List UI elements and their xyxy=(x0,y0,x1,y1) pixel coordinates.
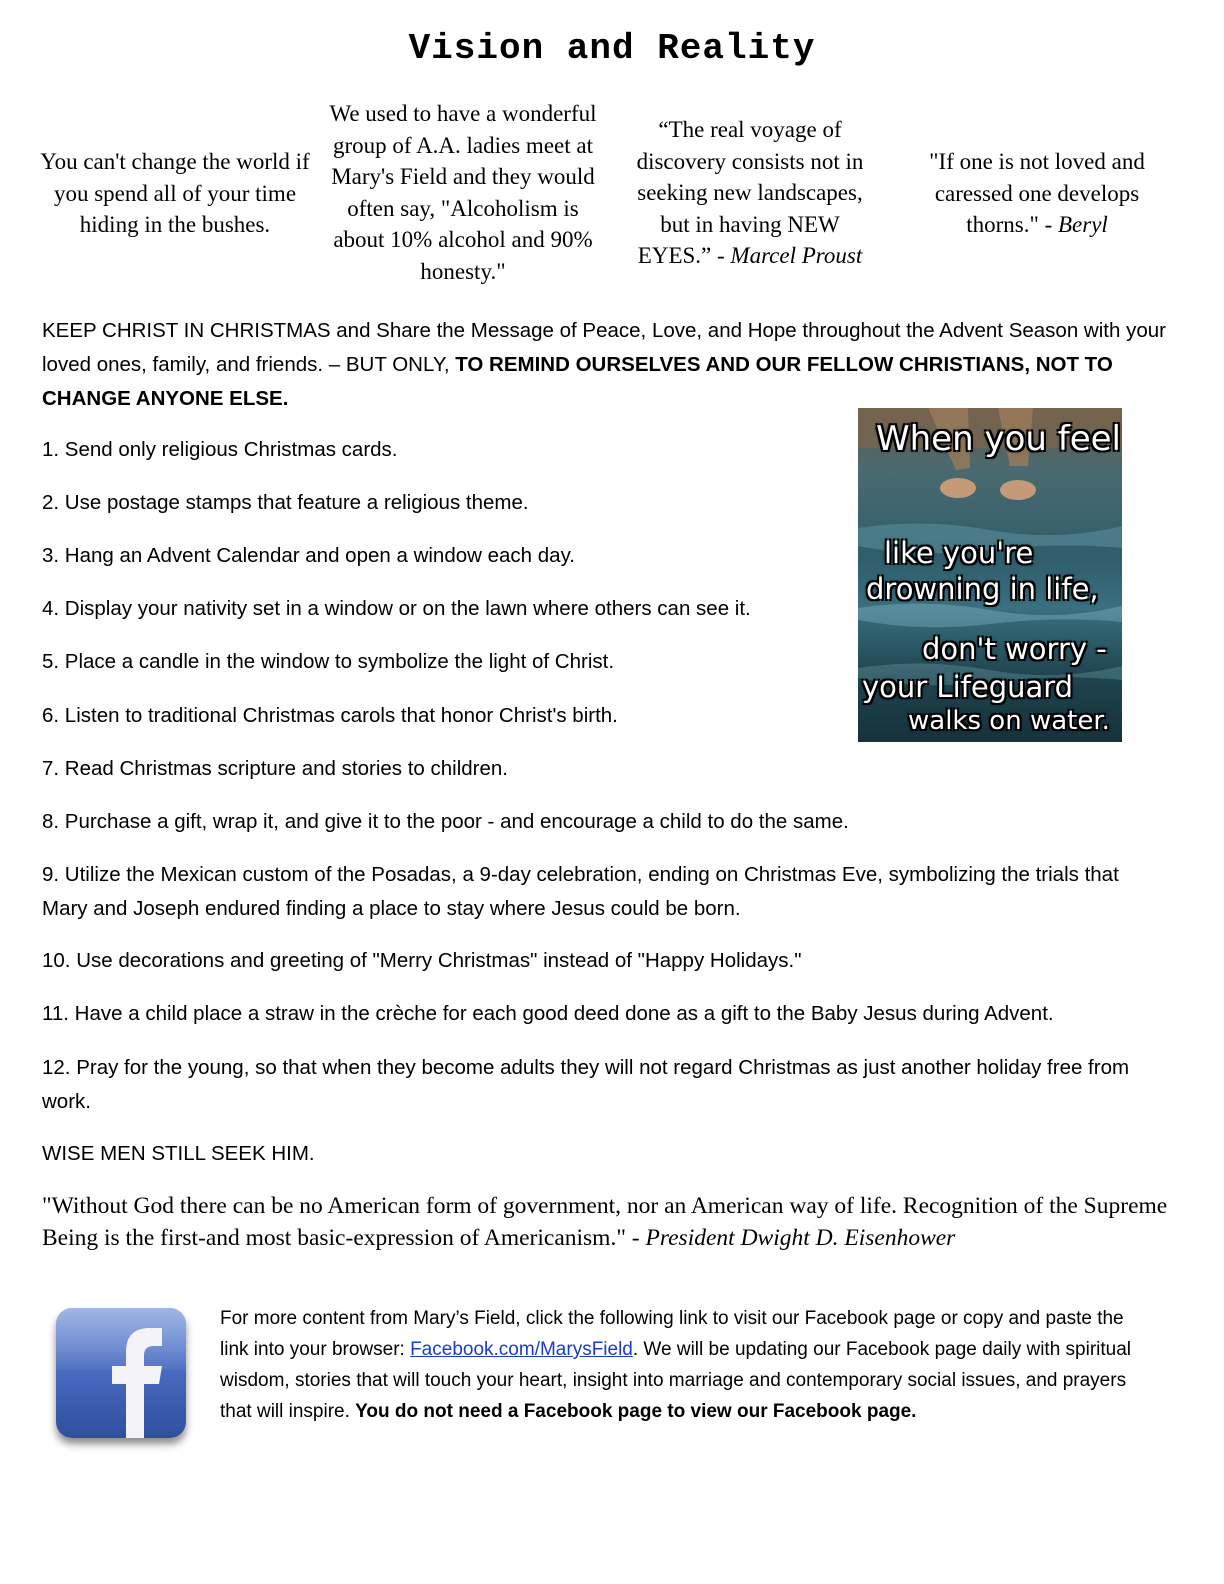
list-item-2: 2. Use postage stamps that feature a religious theme. xyxy=(42,491,529,514)
quote-aa-ladies: We used to have a wonderful group of A.A. ladies meet at Mary's Field and they would often say, "Alcoholism is about 10% alcohol and 90% honesty." xyxy=(329,101,597,284)
quote-bushes: You can't change the world if you spend all of your time hiding in the bushes. xyxy=(40,149,310,237)
quote-proust xyxy=(625,114,875,272)
quote-proust-text: “The real voyage of discovery consists not in seeking new landscapes, but in having NEW EYES.” - xyxy=(636,117,864,268)
facebook-logo-icon xyxy=(56,1308,186,1438)
quote-proust-author: Marcel Proust xyxy=(730,243,863,268)
list-item-10: 10. Use decorations and greeting of "Merry Christmas" instead of "Happy Holidays." xyxy=(42,949,802,972)
facebook-text-after: . We will be updating our Facebook page daily with spiritual wisdom, stories that will touch your heart, insight into marriage and contemporary social issues, and prayers that will inspire. xyxy=(220,1339,1132,1422)
intro-bold-text: TO REMIND OURSELVES AND OUR FELLOW CHRISTIANS, NOT TO CHANGE ANYONE ELSE. xyxy=(42,353,1113,410)
closing-line: WISE MEN STILL SEEK HIM. xyxy=(42,1142,315,1165)
facebook-bold-note: You do not need a Facebook page to view our Facebook page. xyxy=(355,1401,917,1422)
list-item-8: 8. Purchase a gift, wrap it, and give it to the poor - and encourage a child to do the same. xyxy=(42,810,849,833)
image-text-line5: your Lifeguard xyxy=(862,670,1074,704)
image-text-line3: drowning in life, xyxy=(866,572,1099,606)
list-item-1: 1. Send only religious Christmas cards. xyxy=(42,438,398,461)
quote-beryl xyxy=(912,146,1162,241)
intro-paragraph xyxy=(42,314,1182,416)
facebook-text-before: For more content from Mary’s Field, click the following link to visit our Facebook page or copy and paste the link into your browser: xyxy=(220,1308,1124,1360)
image-text-line2: like you're xyxy=(884,536,1034,570)
list-item-5: 5. Place a candle in the window to symbolize the light of Christ. xyxy=(42,650,615,673)
image-text-line1: When you feel xyxy=(876,419,1121,459)
quote-beryl-author: Beryl xyxy=(1058,212,1108,237)
facebook-paragraph xyxy=(220,1303,1140,1427)
lifeguard-image xyxy=(858,408,1122,742)
intro-text: KEEP CHRIST IN CHRISTMAS and Share the Message of Peace, Love, and Hope throughout the Advent Season with your loved ones, family, and friends. – BUT ONLY, xyxy=(42,319,1166,376)
list-item-7: 7. Read Christmas scripture and stories to children. xyxy=(42,757,509,780)
image-text-line4: don't worry - xyxy=(922,632,1107,666)
list-item-3: 3. Hang an Advent Calendar and open a window each day. xyxy=(42,544,575,567)
quotes-row xyxy=(40,98,1190,290)
eisenhower-quote xyxy=(42,1190,1192,1254)
quote-beryl-text: "If one is not loved and caressed one develops thorns." - xyxy=(929,149,1145,237)
eisenhower-quote-text: "Without God there can be no American form of government, nor an American way of life. Recognition of the Supreme Being is the first-and most basic-expression of Americanism." - xyxy=(42,1193,1168,1251)
list-item-4: 4. Display your nativity set in a window or on the lawn where others can see it. xyxy=(42,597,751,620)
list-item-12: 12. Pray for the young, so that when they become adults they will not regard Christmas as just another holiday free from work. xyxy=(42,1056,1130,1113)
list-item-9: 9. Utilize the Mexican custom of the Posadas, a 9-day celebration, ending on Christmas Eve, symbolizing the trials that Mary and Joseph endured finding a place to stay where Jesus could be born. xyxy=(42,863,1119,920)
list-item-11: 11. Have a child place a straw in the crèche for each good deed done as a gift to the Baby Jesus during Advent. xyxy=(42,1002,1054,1025)
page-title: Vision and Reality xyxy=(408,28,816,69)
facebook-link[interactable]: Facebook.com/MarysField xyxy=(410,1339,633,1360)
eisenhower-quote-author: President Dwight D. Eisenhower xyxy=(645,1225,956,1251)
image-text-line6: walks on water. xyxy=(908,706,1110,736)
list-item-6: 6. Listen to traditional Christmas carols that honor Christ's birth. xyxy=(42,704,618,727)
